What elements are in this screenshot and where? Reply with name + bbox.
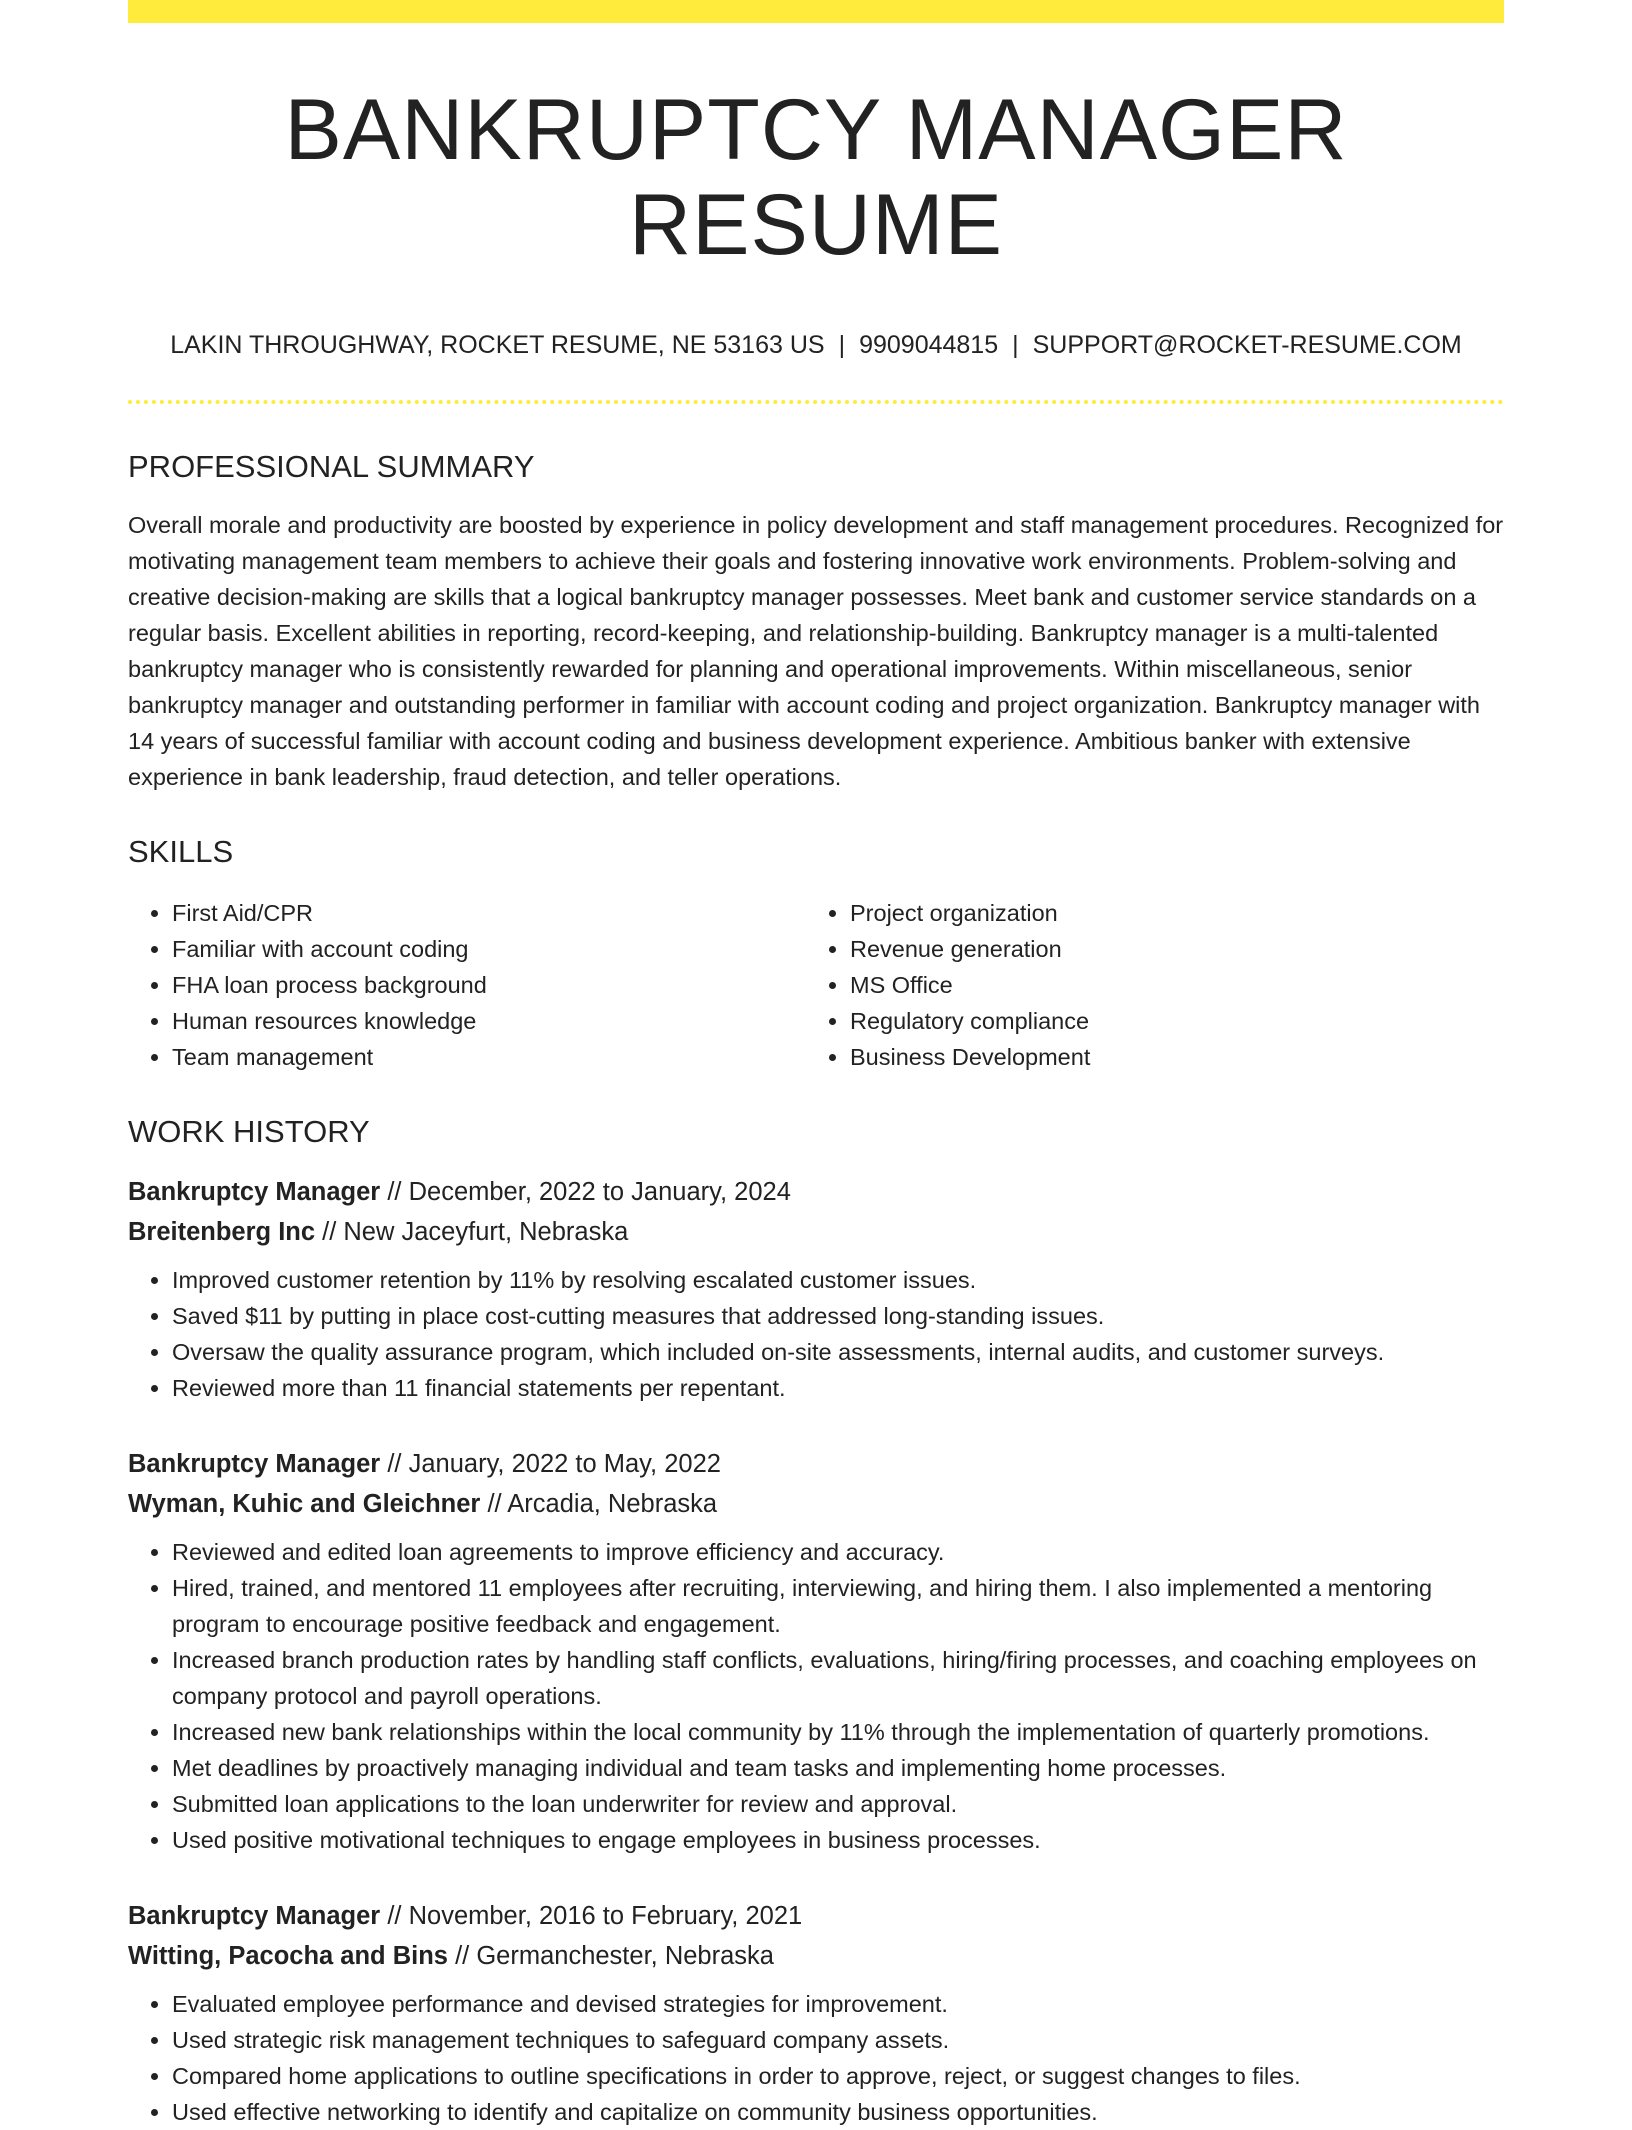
contact-line xyxy=(128,330,1504,360)
contact-email: SUPPORT@ROCKET-RESUME.COM xyxy=(1032,331,1462,360)
job-title-line xyxy=(128,1172,1504,1212)
skill-item: • Human resources knowledge xyxy=(172,1003,806,1039)
job-title: Bankruptcy Manager xyxy=(128,1449,381,1478)
resume-page xyxy=(128,0,1504,2130)
job-company-line xyxy=(128,1936,1504,1976)
skill-item: • MS Office xyxy=(850,967,1484,1003)
job-dates: // November, 2016 to February, 2021 xyxy=(387,1901,803,1930)
skills-list xyxy=(128,895,1504,1075)
duty-item: • Submitted loan applications to the loan underwriter for review and approval. xyxy=(172,1786,1502,1822)
job-entry xyxy=(128,1172,1504,1406)
skill-item: • First Aid/CPR xyxy=(172,895,806,931)
skill-item: • Team management xyxy=(172,1039,806,1075)
skills-column-left xyxy=(128,895,806,1075)
job-company-line xyxy=(128,1484,1504,1524)
duty-item: • Evaluated employee performance and devised strategies for improvement. xyxy=(172,1986,1502,2022)
duty-item: • Compared home applications to outline specifications in order to approve, reject, or suggest changes to files. xyxy=(172,2058,1502,2094)
job-location: // New Jaceyfurt, Nebraska xyxy=(322,1217,629,1246)
duty-item: • Reviewed more than 11 financial statements per repentant. xyxy=(172,1370,1502,1406)
job-company: Witting, Pacocha and Bins xyxy=(128,1941,448,1970)
duty-item: • Met deadlines by proactively managing individual and team tasks and implementing home processes. xyxy=(172,1750,1502,1786)
job-duties xyxy=(128,1534,1502,1858)
job-duties xyxy=(128,1262,1502,1406)
job-location: // Germanchester, Nebraska xyxy=(455,1941,774,1970)
job-entry xyxy=(128,1896,1504,2130)
dotted-divider xyxy=(128,400,1504,404)
duty-item: • Used strategic risk management techniques to safeguard company assets. xyxy=(172,2022,1502,2058)
job-title-line xyxy=(128,1444,1504,1484)
skill-item: • FHA loan process background xyxy=(172,967,806,1003)
job-company-line xyxy=(128,1212,1504,1252)
duty-item: • Improved customer retention by 11% by resolving escalated customer issues. xyxy=(172,1262,1502,1298)
contact-separator: | xyxy=(838,331,846,360)
duty-item: • Hired, trained, and mentored 11 employees after recruiting, interviewing, and hiring them. I also implemented a mentoring program to encourage positive feedback and engagement. xyxy=(172,1570,1502,1642)
job-entry xyxy=(128,1444,1504,1858)
job-duties xyxy=(128,1986,1502,2130)
skill-item: • Familiar with account coding xyxy=(172,931,806,967)
job-title-line xyxy=(128,1896,1504,1936)
duty-item: • Increased new bank relationships within the local community by 11% through the implementation of quarterly promotions. xyxy=(172,1714,1502,1750)
contact-address: LAKIN THROUGHWAY, ROCKET RESUME, NE 53163 US xyxy=(170,331,825,360)
job-location: // Arcadia, Nebraska xyxy=(487,1489,718,1518)
job-dates: // December, 2022 to January, 2024 xyxy=(387,1177,791,1206)
duty-item: • Saved $11 by putting in place cost-cutting measures that addressed long-standing issues. xyxy=(172,1298,1502,1334)
duty-item: • Used effective networking to identify and capitalize on community business opportunities. xyxy=(172,2094,1502,2130)
job-title: Bankruptcy Manager xyxy=(128,1177,381,1206)
contact-phone: 9909044815 xyxy=(859,331,999,360)
job-company: Breitenberg Inc xyxy=(128,1217,316,1246)
skill-item: • Project organization xyxy=(850,895,1484,931)
accent-top-bar xyxy=(128,0,1504,23)
duty-item: • Reviewed and edited loan agreements to improve efficiency and accuracy. xyxy=(172,1534,1502,1570)
duty-item: • Oversaw the quality assurance program, which included on-site assessments, internal audits, and customer surveys. xyxy=(172,1334,1502,1370)
summary-heading: PROFESSIONAL SUMMARY xyxy=(128,449,535,485)
skills-column-right xyxy=(806,895,1484,1075)
skills-heading: SKILLS xyxy=(128,834,234,870)
job-title: Bankruptcy Manager xyxy=(128,1901,381,1930)
resume-title: BANKRUPTCY MANAGER RESUME xyxy=(284,82,1348,273)
duty-item: • Increased branch production rates by handling staff conflicts, evaluations, hiring/firing processes, and coaching employees on company protocol and payroll operations. xyxy=(172,1642,1502,1714)
job-company: Wyman, Kuhic and Gleichner xyxy=(128,1489,481,1518)
contact-separator: | xyxy=(1012,331,1019,360)
work-history-heading: WORK HISTORY xyxy=(128,1113,370,1149)
skill-item: • Regulatory compliance xyxy=(850,1003,1484,1039)
skill-item: • Revenue generation xyxy=(850,931,1484,967)
job-dates: // January, 2022 to May, 2022 xyxy=(387,1449,721,1478)
summary-text: Overall morale and productivity are boosted by experience in policy development and staff management procedures. Recognized for motivating management team members to achieve their goals and fostering innovative work environments. Problem-solving and creative decision-making are skills that a logical bankruptcy manager possesses. Meet bank and customer service standards on a regular basis. Excellent abilities in reporting, record-keeping, and relationship-building. Bankruptcy manager is a multi-talented bankruptcy manager who is consistently rewarded for planning and operational improvements. Within miscellaneous, senior bankruptcy manager and outstanding performer in familiar with account coding and project organization. Bankruptcy manager with 14 years of successful familiar with account coding and business development experience. Ambitious banker with extensive experience in bank leadership, fraud detection, and teller operations. xyxy=(128,512,1504,791)
skill-item: • Business Development xyxy=(850,1039,1484,1075)
duty-item: • Used positive motivational techniques to engage employees in business processes. xyxy=(172,1822,1502,1858)
